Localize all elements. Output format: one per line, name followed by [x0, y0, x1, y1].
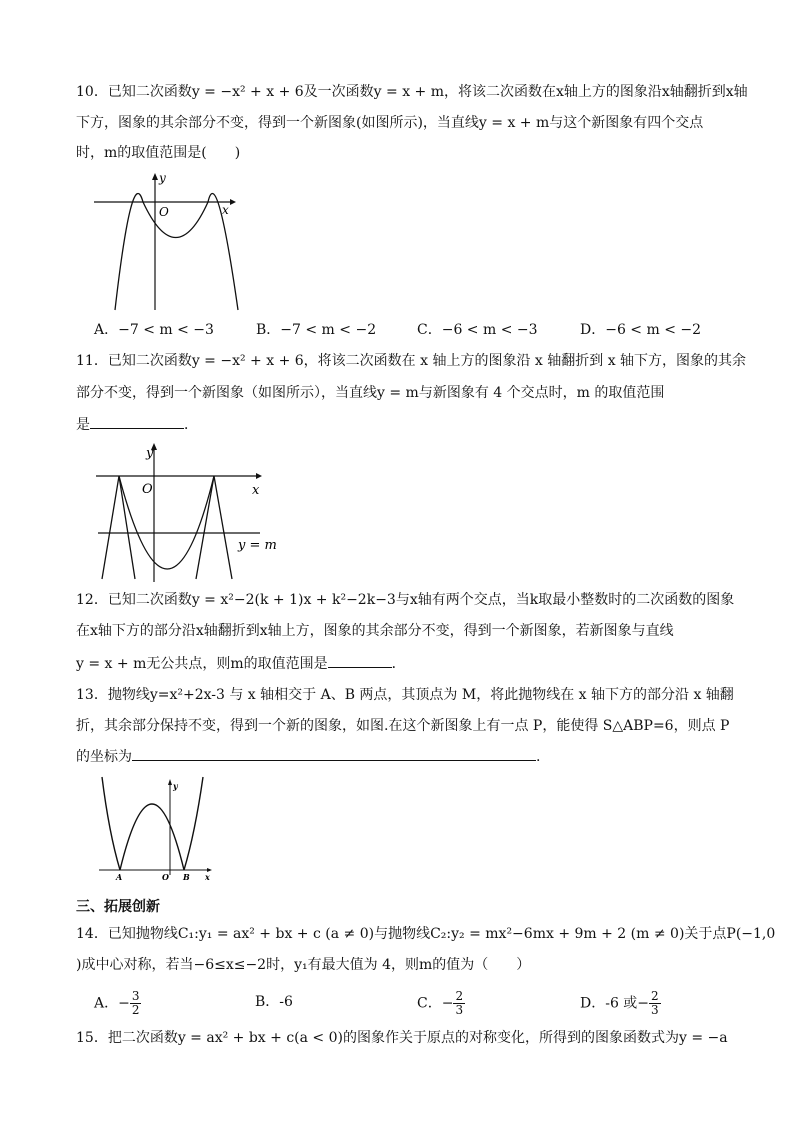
q12-text-line1: 12．已知二次函数y = x²−2(k + 1)x + k²−2k−3与x轴有两个交点，当k取最小整数时的二次函数的图象: [76, 592, 735, 608]
section-heading: 三、拓展创新: [76, 899, 160, 915]
q14-option-a-fraction: [130, 990, 142, 1017]
q11-line3-prefix: 是: [76, 417, 90, 433]
q14-option-d[interactable]: [580, 990, 661, 1017]
q12-text-line2: 在x轴下方的部分沿x轴翻折到x轴上方，图象的其余部分不变，得到一个新图象，若新图象与直线: [76, 623, 674, 639]
q11-fig-x-label: x: [252, 483, 260, 498]
q10-fig-origin-label: O: [159, 205, 169, 219]
q11-text-line3: [76, 414, 198, 435]
q13-answer-blank[interactable]: [132, 746, 536, 761]
q14-options: [94, 986, 734, 1020]
q13-text-line2: 折，其余部分保持不变，得到一个新的图象，如图.在这个新图象上有一点 P，能使得 S△ABP=6，则点 P: [76, 718, 730, 734]
q13-line3-prefix: 的坐标为: [76, 749, 132, 765]
q10-option-b[interactable]: B．−7 < m < −2: [256, 322, 377, 338]
q10-text-line1: 10．已知二次函数y = −x² + x + 6及一次函数y = x + m，将该二次函数在x轴上方的图象沿x轴翻折到x轴: [76, 84, 748, 100]
q14-option-d-num: 2: [651, 989, 659, 1003]
q10-fig-y-label: y: [159, 171, 166, 185]
q11-figure: [92, 442, 292, 584]
q13-fig-b-label: B: [183, 872, 190, 882]
q13-fig-origin-label: O: [162, 872, 169, 882]
q15-text-line1: 15．把二次函数y = ax² + bx + c(a < 0)的图象作关于原点的对称变化，所得到的图象函数式为y = −a: [76, 1030, 728, 1046]
q13-text-line3: [76, 746, 540, 767]
q14-option-c[interactable]: [417, 990, 465, 1017]
q14-option-c-num: 2: [455, 989, 464, 1003]
q12-line3-prefix: y = x + m无公共点，则m的取值范围是: [76, 656, 328, 672]
q11-fig-y-label: y: [146, 446, 154, 461]
q14-option-d-fraction: [649, 990, 661, 1017]
q11-text-line1: 11．已知二次函数y = −x² + x + 6，将该二次函数在 x 轴上方的图象沿 x 轴翻折到 x 轴下方，图象的其余: [76, 353, 747, 369]
q10-option-d[interactable]: D．−6 < m < −2: [580, 322, 702, 338]
q12-answer-blank[interactable]: [328, 653, 392, 668]
q14-option-a-den: 2: [131, 1003, 140, 1017]
q10-options: [94, 320, 734, 340]
q11-text-line2: 部分不变，得到一个新图象（如图所示），当直线y = m与新图象有 4 个交点时，m 的取值范围: [76, 385, 665, 401]
q14-text-line1: 14．已知抛物线C₁:y₁ = ax² + bx + c (a ≠ 0)与抛物线C₂:y₂ = mx²−6mx + 9m + 2 (m ≠ 0)关于点P(−1,0: [76, 926, 776, 942]
q11-answer-blank[interactable]: [90, 414, 184, 429]
q13-fig-a-label: A: [116, 872, 123, 882]
q10-text-line3: 时，m的取值范围是( ): [76, 145, 241, 161]
q13-line3-suffix: .: [536, 749, 541, 765]
q10-option-a[interactable]: A．−7 < m < −3: [94, 322, 214, 338]
q14-option-c-den: 3: [455, 1003, 464, 1017]
q10-option-c[interactable]: C．−6 < m < −3: [417, 322, 538, 338]
q14-text-line2: )成中心对称，若当−6≤x≤−2时，y₁有最大值为 4，则m的值为（ ）: [76, 957, 531, 973]
q13-text-line1: 13．抛物线y=x²+2x-3 与 x 轴相交于 A、B 两点，其顶点为 M，将此抛物线在 x 轴下方的部分沿 x 轴翻: [76, 687, 734, 703]
q12-text-line3: [76, 653, 406, 674]
q14-option-d-den: 3: [651, 1003, 659, 1017]
q10-fig-x-label: x: [222, 203, 229, 217]
q13-fig-y-label: y: [173, 781, 178, 791]
q14-option-c-prefix: C．−: [417, 995, 454, 1012]
q13-figure: [95, 775, 220, 883]
q14-option-a-num: 3: [131, 989, 140, 1003]
q14-option-a[interactable]: [94, 990, 141, 1017]
q14-option-c-fraction: [453, 990, 465, 1017]
q10-text-line2: 下方，图象的其余部分不变，得到一个新图象(如图所示)，当直线y = x + m与这个新图象有四个交点: [76, 115, 704, 131]
q11-fig-line-label: y = m: [238, 538, 277, 553]
q10-figure: [90, 170, 240, 315]
q11-fig-origin-label: O: [142, 482, 153, 497]
q14-option-a-prefix: A．−: [94, 995, 130, 1012]
q14-option-d-prefix: D．-6 或−: [580, 995, 650, 1012]
q11-line3-suffix: ．: [184, 417, 198, 433]
q12-line3-suffix: ．: [391, 656, 406, 672]
q14-option-b[interactable]: B．-6: [255, 994, 293, 1010]
q13-fig-x-label: x: [205, 872, 210, 882]
